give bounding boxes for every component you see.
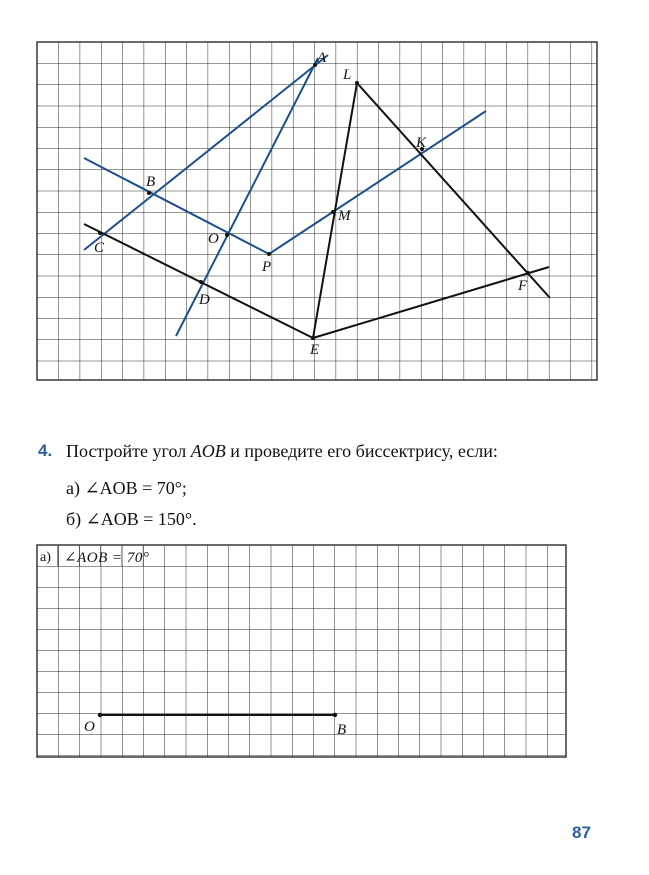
grid-paper-bottom bbox=[37, 545, 566, 757]
subtask-a: а) ∠AOB = 70°; bbox=[66, 478, 187, 498]
label-b: B bbox=[146, 174, 156, 190]
label-f: F bbox=[518, 278, 528, 294]
grid-paper-top bbox=[37, 42, 597, 380]
label-d: D bbox=[199, 292, 210, 308]
label-e: E bbox=[310, 342, 320, 358]
task-number: 4. bbox=[38, 441, 53, 460]
task-statement: Постройте угол AOB и проведите его биссектрису, если: bbox=[66, 441, 498, 461]
label-c: C bbox=[94, 240, 105, 256]
label-o: O bbox=[208, 231, 219, 247]
drawing-grid bbox=[0, 535, 649, 770]
page-number: 87 bbox=[572, 823, 591, 842]
label-l: L bbox=[343, 67, 352, 83]
label-k: K bbox=[416, 135, 427, 151]
label-a: A bbox=[317, 50, 327, 66]
angle-note: ∠AOB = 70° bbox=[64, 550, 150, 566]
point-b-marker bbox=[333, 713, 337, 717]
grid-label: а) bbox=[40, 550, 51, 565]
label-point-b: B bbox=[337, 722, 347, 738]
label-m: M bbox=[338, 208, 351, 224]
geometry-figure bbox=[0, 0, 649, 400]
point-o-marker bbox=[98, 713, 102, 717]
label-point-o: O bbox=[84, 719, 95, 735]
label-p: P bbox=[262, 259, 272, 275]
subtask-b: б) ∠AOB = 150°. bbox=[66, 509, 197, 529]
